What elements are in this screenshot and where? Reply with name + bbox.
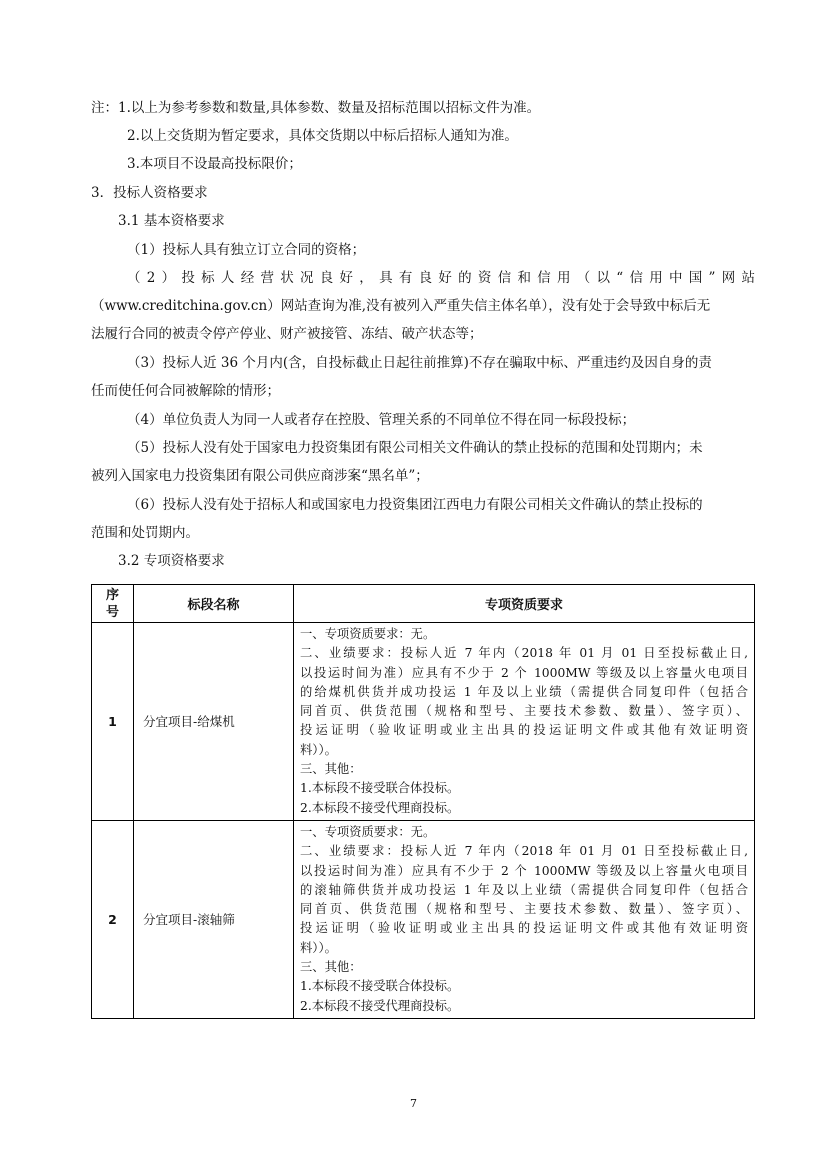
row-2-lot-name: 分宜项目-滚轴筛 [134,820,294,1018]
row-2-req-line: 同首页、供货范围（规格和型号、主要技术参数、数量）、签字页）、 [300,902,748,917]
row-1-req-line: 的给煤机供货并成功投运 1 年及以上业绩（需提供合同复印件（包括合 [300,684,748,699]
row-1-req-line: 以投运时间为准）应具有不少于 2 个 1000MW 等级及以上容量火电项目 [300,665,748,680]
requirement-item-5-line-1: （5）投标人没有处于国家电力投资集团有限公司相关文件确认的禁止投标的范围和处罚期内；未 [127,440,703,456]
header-serial-number-top: 序 [105,587,119,603]
requirement-item-3-line-1: （3）投标人近 36 个月内(含，自投标截止日起往前推算)不存在骗取中标、严重违约及因自身的责 [127,355,712,371]
requirement-item-5-line-2: 被列入国家电力投资集团有限公司供应商涉案“黑名单”； [91,468,429,484]
table-header-row [92,585,755,623]
row-1-req-line: 二、业绩要求：投标人近 7 年内（2018 年 01 月 01 日至投标截止日, [300,646,748,661]
table-row [92,623,755,821]
requirement-item-2-line-2: （www.creditchina.gov.cn）网站查询为准,没有被列入严重失信主体名单），没有处于会导致中标后无 [91,298,711,314]
row-1-req-line: 料））。 [300,742,337,757]
note-2: 2.以上交货期为暂定要求，具体交货期以中标后招标人通知为准。 [127,128,518,144]
row-1-req-line: 一、专项资质要求：无。 [300,627,436,641]
row-1-req-line: 2.本标段不接受代理商投标。 [300,800,460,815]
row-1-req-line: 三、其他： [300,762,362,777]
row-2-req-line: 1.本标段不接受联合体投标。 [300,979,460,994]
row-2-req-line: 一、专项资质要求：无。 [300,824,436,839]
requirement-item-2-line-1: （2）投标人经营状况良好，具有良好的资信和信用（以“信用中国”网站 [127,270,755,286]
header-serial-number [92,585,134,623]
row-1-req-line: 1.本标段不接受联合体投标。 [300,781,460,796]
header-serial-number-bottom: 号 [105,604,119,620]
page-number: 7 [410,1097,417,1110]
row-2-req-line: 2.本标段不接受代理商投标。 [300,998,460,1013]
row-1-number: 1 [92,623,134,821]
row-1-requirements [294,623,755,821]
header-special-qualification: 专项资质要求 [294,585,755,623]
table-row [92,820,755,1018]
requirement-item-6-line-2: 范围和处罚期内。 [91,525,199,541]
row-2-req-line: 以投运时间为准）应具有不少于 2 个 1000MW 等级及以上容量火电项目 [300,863,748,878]
requirement-item-3-line-2: 任而使任何合同被解除的情形； [91,383,280,399]
section-title: 3．投标人资格要求 [91,185,208,201]
table-body [92,623,755,1019]
requirement-item-1: （1）投标人具有独立订立合同的资格； [127,242,366,258]
row-2-req-line: 三、其他： [300,960,362,975]
row-1-lot-name: 分宜项目-给煤机 [134,623,294,821]
header-lot-name: 标段名称 [134,585,294,623]
subsection-title-basic: 3.1 基本资格要求 [118,213,225,229]
row-2-req-line: 二、业绩要求：投标人近 7 年内（2018 年 01 月 01 日至投标截止日, [300,844,748,859]
row-2-number: 2 [92,820,134,1018]
requirement-item-2-line-3: 法履行合同的被责令停产停业、财产被接管、冻结、破产状态等； [91,326,483,342]
row-1-req-line: 投运证明（验收证明或业主出具的投运证明文件或其他有效证明资 [300,723,748,738]
row-2-req-line: 的滚轴筛供货并成功投运 1 年及以上业绩（需提供合同复印件（包括合 [300,882,748,897]
row-2-req-line: 料））。 [300,940,337,955]
subsection-title-special: 3.2 专项资格要求 [118,553,225,569]
special-requirements-table [91,584,755,1019]
requirement-item-4: （4）单位负责人为同一人或者存在控股、管理关系的不同单位不得在同一标段投标； [127,412,636,428]
row-2-req-line: 投运证明（验收证明或业主出具的投运证明文件或其他有效证明资 [300,921,748,936]
row-2-requirements [294,820,755,1018]
row-1-req-line: 同首页、供货范围（规格和型号、主要技术参数、数量）、签字页）、 [300,704,748,719]
note-3: 3.本项目不设最高投标限价； [127,156,302,172]
requirement-item-6-line-1: （6）投标人没有处于招标人和或国家电力投资集团江西电力有限公司相关文件确认的禁止投标的 [127,497,703,513]
note-1: 注：1.以上为参考参数和数量,具体参数、数量及招标范围以招标文件为准。 [91,100,541,116]
